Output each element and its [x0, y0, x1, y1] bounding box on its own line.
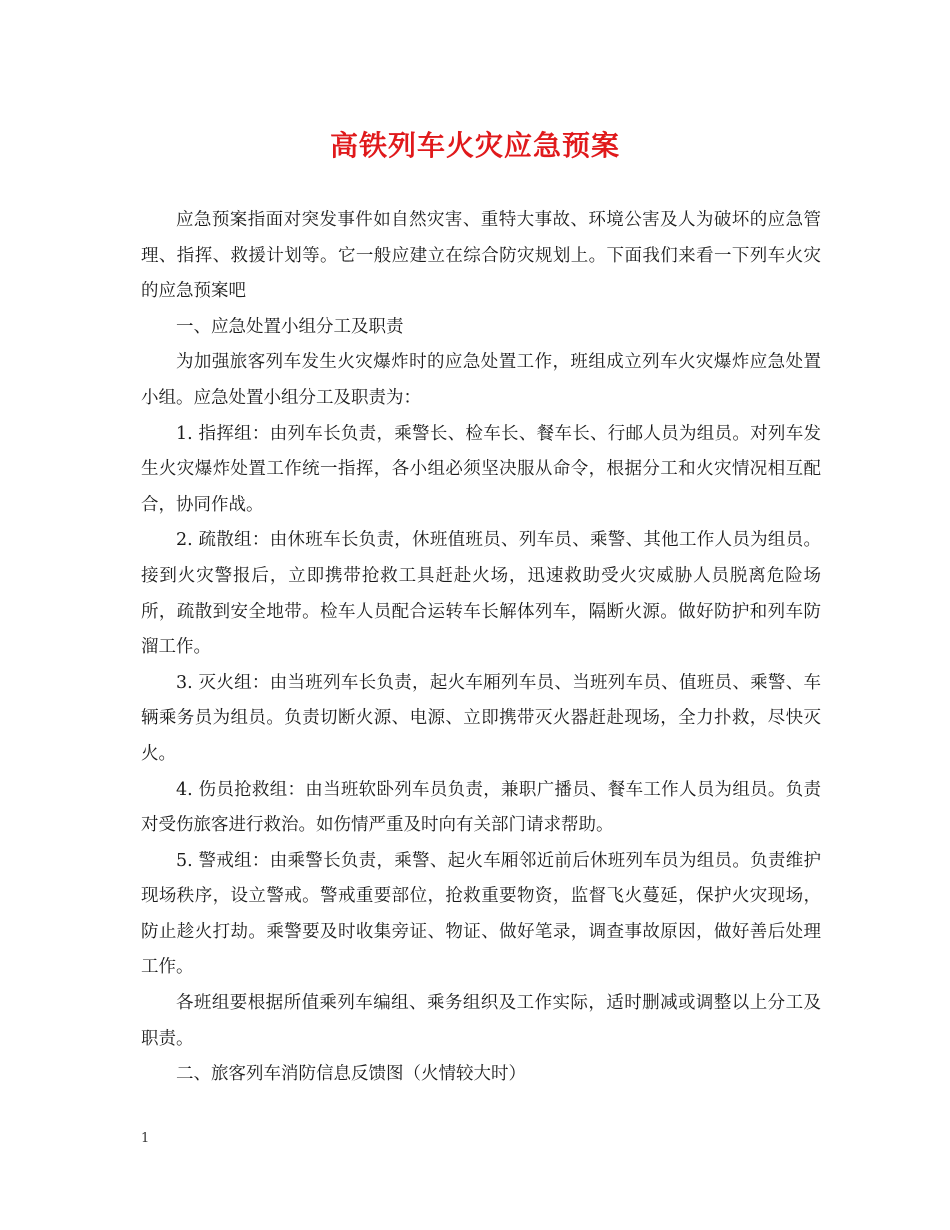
document-title: 高铁列车火灾应急预案 — [329, 129, 620, 162]
paragraph-rescue-group: 4. 伤员抢救组：由当班软卧列车员负责，兼职广播员、餐车工作人员为组员。负责对受伤旅客进行救治。如伤情严重及时向有关部门请求帮助。 — [141, 779, 821, 836]
paragraph-intro: 应急预案指面对突发事件如自然灾害、重特大事故、环境公害及人为破坏的应急管理、指挥、救援计划等。它一般应建立在综合防灾规划上。下面我们来看一下列车火灾的应急预案吧 — [141, 210, 821, 302]
paragraph-firefighting-group: 3. 灭火组：由当班列车长负责，起火车厢列车员、当班列车员、值班员、乘警、车辆乘务员为组员。负责切断火源、电源、立即携带灭火器赶赴现场，全力扑救，尽快灭火。 — [141, 672, 821, 764]
paragraph-adjustment: 各班组要根据所值乘列车编组、乘务组织及工作实际，适时删减或调整以上分工及职责。 — [141, 993, 821, 1049]
paragraph-evacuation-group: 2. 疏散组：由休班车长负责，休班值班员、列车员、乘警、其他工作人员为组员。接到火灾警报后，立即携带抢救工具赶赴火场，迅速救助受火灾威胁人员脱离危险场所，疏散到安全地带。检车人员配合运转车长解体列车，隔断火源。做好防护和列车防溜工作。 — [141, 530, 821, 658]
paragraph-security-group: 5. 警戒组：由乘警长负责，乘警、起火车厢邻近前后休班列车员为组员。负责维护现场秩序，设立警戒。警戒重要部位，抢救重要物资，监督飞火蔓延，保护火灾现场，防止趁火打劫。乘警要及时收集旁证、物证、做好笔录，调查事故原因，做好善后处理工作。 — [141, 850, 821, 978]
paragraph-command-group: 1. 指挥组：由列车长负责，乘警长、检车长、餐车长、行邮人员为组员。对列车发生火灾爆炸处置工作统一指挥，各小组必须坚决服从命令，根据分工和火灾情况相互配合，协同作战。 — [141, 423, 821, 515]
section-heading-2: 二、旅客列车消防信息反馈图（火情较大时） — [176, 1064, 526, 1085]
paragraph-purpose: 为加强旅客列车发生火灾爆炸时的应急处置工作，班组成立列车火灾爆炸应急处置小组。应急处置小组分工及职责为： — [141, 352, 821, 408]
section-heading-1: 一、应急处置小组分工及职责 — [176, 316, 404, 337]
document-body — [141, 203, 821, 1093]
page-number: 1 — [141, 1131, 150, 1146]
